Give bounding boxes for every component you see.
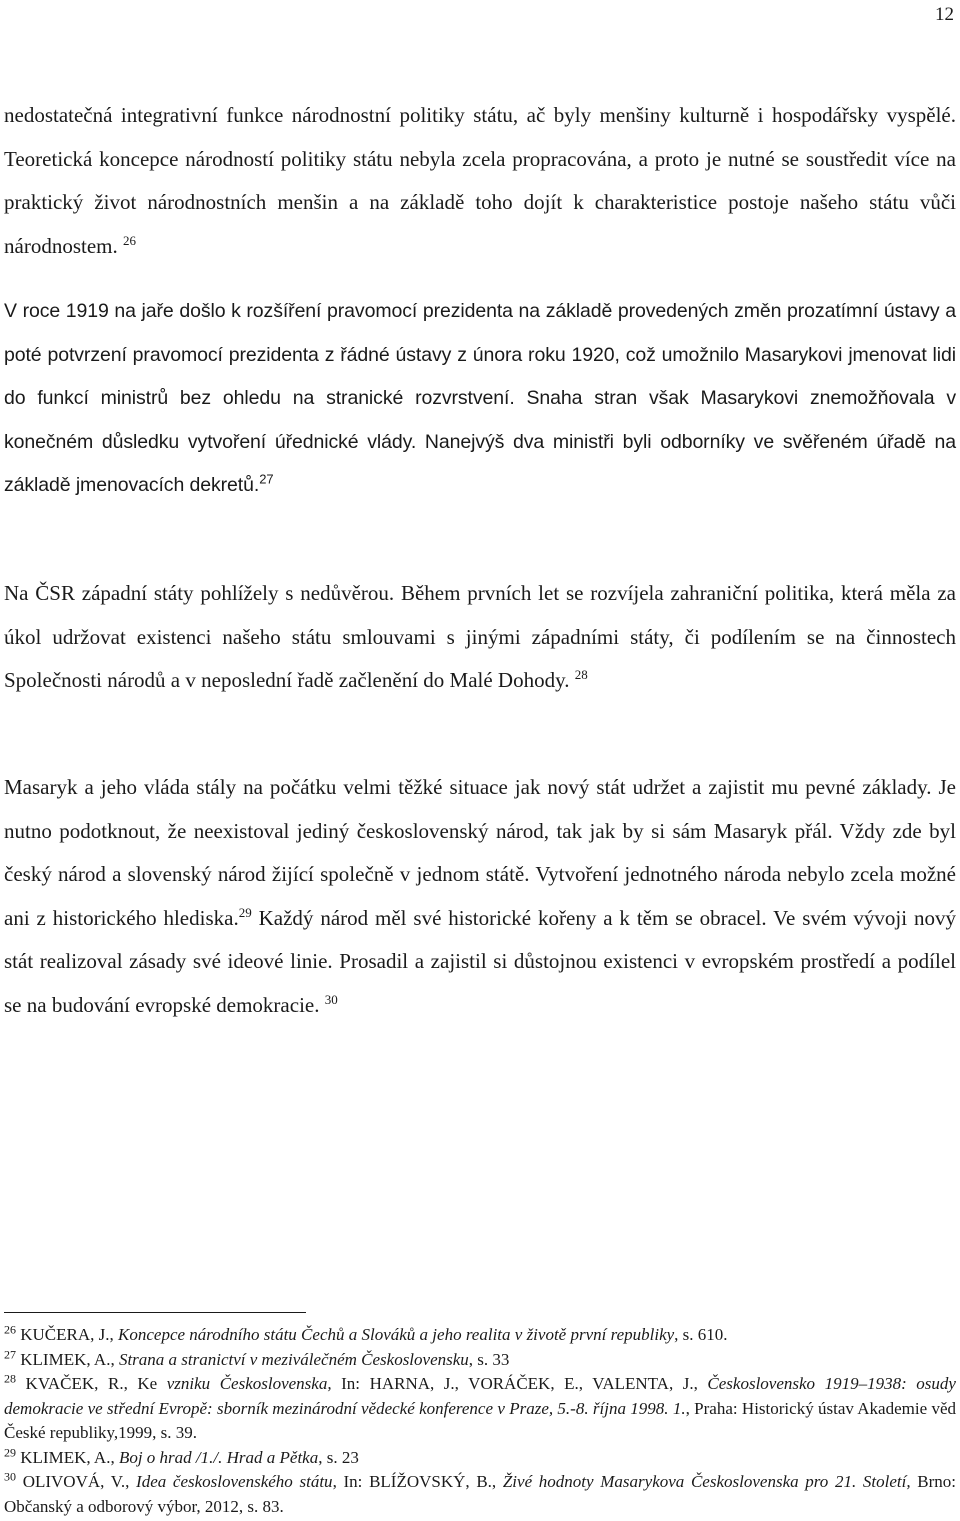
paragraph-4-text-b: Každý národ měl své historické kořeny a k těm se obracel. Ve svém vývoji nový stát realizoval zásady své ideové linie. Prosadil a zajistil si důstojnou existenci v evropském prostředí a podílel se na budování evropské demokracie.	[4, 905, 956, 1017]
footnote-rest: , s. 23	[318, 1447, 359, 1467]
paragraph-1	[4, 94, 956, 268]
footnote-title: Koncepce národního státu Čechů a Slováků a jeho realita v životě první republiky	[113, 1325, 675, 1344]
footnote-rest: , In: BLÍŽOVSKÝ, B.,	[332, 1472, 497, 1491]
footnote-title-2: Československo 1919–1938: osudy demokracie ve střední Evropě: sborník mezinárodní vědecké konference v Praze, 5.-8. října 1998. 1.	[4, 1374, 956, 1418]
footnote-authors: KUČERA, J.,	[20, 1325, 114, 1344]
footnote-rest: In: HARNA, J., VORÁČEK, E., VALENTA, J.,	[331, 1374, 698, 1393]
footnote-30	[4, 1470, 956, 1519]
footnote-rest: , s. 33	[468, 1349, 510, 1369]
footnote-rest-2: , Praha: Historický ústav Akademie věd České republiky,1999, s. 39.	[4, 1398, 956, 1442]
footnote-ref-28: 28	[574, 667, 588, 682]
paragraph-1-text: nedostatečná integrativní funkce národnostní politiky státu, ač byly menšiny kulturně i hospodářsky vyspělé. Teoretická koncepce národností politiky státu nebyla zcela propracována, a proto je nutné se soustředit více na praktický život národnostních menšin a na základě toho dojít k charakteristice postoje našeho státu vůči národnostem.	[4, 103, 956, 258]
footnote-authors: KLIMEK, A.,	[20, 1447, 115, 1467]
footnote-number: 27	[4, 1346, 16, 1361]
footnote-rest: , s. 610.	[674, 1325, 728, 1344]
footnote-title: Boj o hrad /1./. Hrad a Pětka	[114, 1447, 319, 1467]
footnote-title: vzniku Československa,	[157, 1374, 332, 1393]
paragraph-3	[4, 572, 956, 703]
footnote-ref-27: 27	[259, 471, 274, 487]
footnote-number: 28	[4, 1371, 16, 1386]
footnote-26	[4, 1323, 956, 1348]
paragraph-2-text: V roce 1919 na jaře došlo k rozšíření pravomocí prezidenta na základě provedených změn prozatímní ústavy a poté potvrzení pravomocí prezidenta z řádné ústavy z února roku 1920, což umožnilo Masarykovi jmenovat lidi do funkcí ministrů bez ohledu na stranické rozvrstvení. Snaha stran však Masarykovi znemožňovala v konečném důsledku vytvoření úřednické vlády. Nanejvýš dva ministři byli odborníky ve svěřeném úřadě na základě jmenovacích dekretů.	[4, 300, 956, 496]
footnote-authors: OLIVOVÁ, V.,	[22, 1472, 130, 1491]
footnote-title: Idea československého státu	[129, 1472, 333, 1491]
paragraph-4-text-a: Masaryk a jeho vláda stály na počátku velmi těžké situace jak nový stát udržet a zajistit mu pevné základy. Je nutno podotknout, že neexistoval jediný československý národ, tak jak by si sám Masaryk přál. Vždy zde byl český národ a slovenský národ žijící společně v jednom státě. Vytvoření jednotného národa nebylo zcela možné ani z historického hlediska.	[4, 775, 956, 930]
footnote-28	[4, 1372, 956, 1446]
footnote-ref-30: 30	[324, 991, 338, 1007]
paragraph-3-text: Na ČSR západní státy pohlížely s nedůvěrou. Během prvních let se rozvíjela zahraniční politika, která měla za úkol udržovat existenci našeho státu smlouvami s jinými západními státy, či podílením se na činnostech Společnosti národů a v neposlední řadě začlenění do Malé Dohody.	[4, 581, 956, 692]
footnote-authors: KLIMEK, A.,	[20, 1349, 115, 1369]
footnote-authors: KVAČEK, R., Ke	[25, 1374, 158, 1393]
footnote-29	[4, 1446, 956, 1471]
footnote-separator	[4, 1312, 306, 1313]
footnotes	[4, 1323, 956, 1519]
footnote-title: Strana a stranictví v meziválečném Československu	[114, 1349, 469, 1369]
footnote-title-2: Živé hodnoty Masarykova Československa pro 21. Století,	[496, 1472, 911, 1491]
footnote-rest-2: Brno: Občanský a odborový výbor, 2012, s. 83.	[4, 1472, 957, 1516]
footnote-number: 29	[4, 1444, 16, 1459]
page-number: 12	[935, 4, 954, 25]
paragraph-4	[4, 766, 956, 1027]
footnote-number: 30	[4, 1469, 16, 1484]
paragraph-2	[4, 290, 956, 508]
footnote-number: 26	[4, 1322, 16, 1337]
footnote-ref-26: 26	[122, 232, 136, 248]
footnote-27	[4, 1348, 956, 1373]
footnote-ref-29: 29	[238, 904, 252, 920]
